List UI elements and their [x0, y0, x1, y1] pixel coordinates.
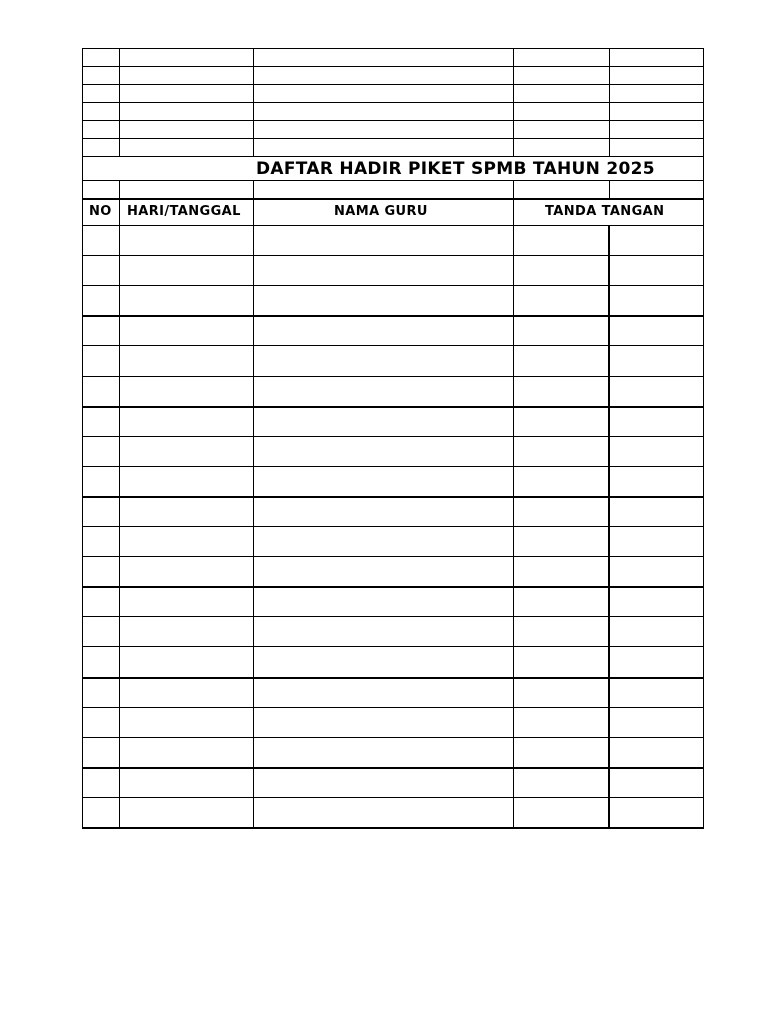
top-grid-column-line — [703, 48, 704, 156]
header-column-line — [703, 198, 704, 225]
table-row — [82, 707, 704, 737]
table-row — [82, 677, 704, 707]
table-row — [82, 345, 704, 375]
top-grid-line — [82, 48, 704, 49]
top-grid-line — [82, 66, 704, 67]
title-row-bottom-line — [82, 180, 704, 181]
table-row — [82, 526, 704, 556]
spacer-row-column-line — [253, 180, 254, 198]
spacer-row-column-line — [82, 180, 83, 198]
column-header-no: NO — [89, 204, 112, 219]
header-column-line — [119, 198, 120, 225]
top-grid-line — [82, 84, 704, 85]
table-row — [82, 376, 704, 406]
table-row — [82, 616, 704, 646]
column-header-hari-tanggal: HARI/TANGGAL — [127, 204, 241, 219]
spacer-row-column-line — [703, 180, 704, 198]
table-row — [82, 496, 704, 526]
title-row-left-line — [82, 156, 83, 180]
attendance-sheet — [82, 48, 704, 828]
table-row — [82, 285, 704, 315]
table-row — [82, 406, 704, 436]
table-row — [82, 767, 704, 797]
table-row — [82, 586, 704, 616]
table-row — [82, 315, 704, 345]
sheet-title: DAFTAR HADIR PIKET SPMB TAHUN 2025 — [256, 159, 655, 179]
top-grid-column-line — [609, 48, 610, 156]
table-row — [82, 646, 704, 676]
table-row — [82, 737, 704, 767]
spacer-row-column-line — [513, 180, 514, 198]
spacer-row-column-line — [609, 180, 610, 198]
table-row — [82, 225, 704, 255]
table-row — [82, 255, 704, 285]
header-column-line — [82, 198, 83, 225]
table-row — [82, 436, 704, 466]
header-column-line — [513, 198, 514, 225]
title-row-right-line — [703, 156, 704, 180]
top-grid-line — [82, 102, 704, 103]
spacer-row-column-line — [119, 180, 120, 198]
column-header-tanda-tangan: TANDA TANGAN — [545, 204, 665, 219]
header-top-line — [82, 198, 704, 200]
row-line — [82, 827, 704, 829]
table-row — [82, 556, 704, 586]
top-grid-line — [82, 120, 704, 121]
top-grid-column-line — [253, 48, 254, 156]
header-column-line — [253, 198, 254, 225]
top-grid-column-line — [119, 48, 120, 156]
column-header-nama-guru: NAMA GURU — [334, 204, 428, 219]
top-grid-line — [82, 156, 704, 157]
top-grid-line — [82, 138, 704, 139]
table-row — [82, 797, 704, 827]
top-grid-column-line — [82, 48, 83, 156]
top-grid-column-line — [513, 48, 514, 156]
table-row — [82, 466, 704, 496]
